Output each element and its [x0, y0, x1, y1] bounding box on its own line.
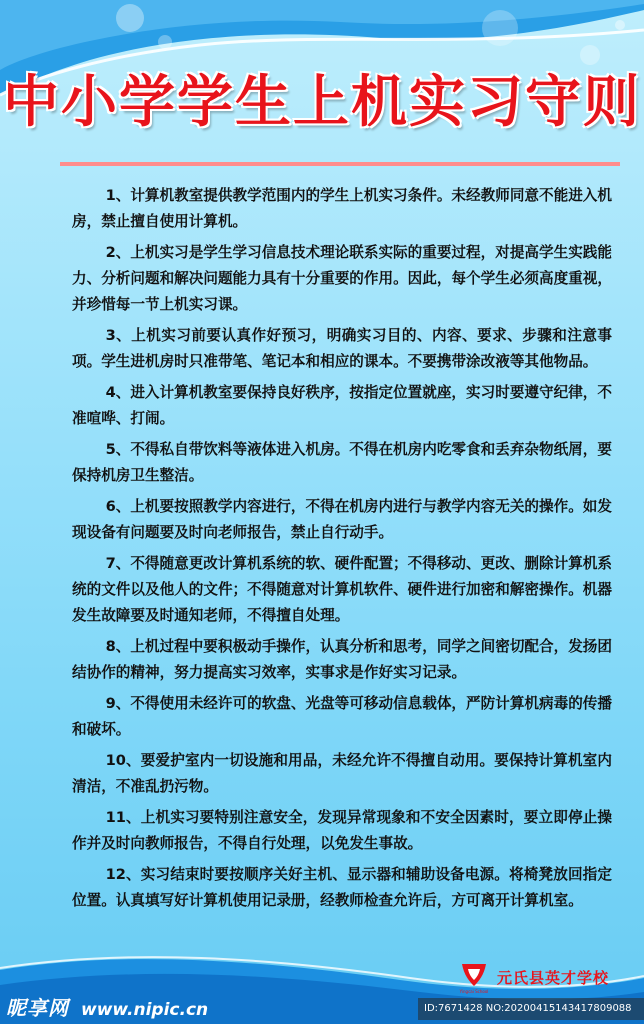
rule-item: 1、计算机教室提供教学范围内的学生上机实习条件。未经教师同意不能进入机房，禁止擅自使用计算机。 [72, 187, 612, 230]
school-name: 元氏县英才学校 [497, 968, 610, 987]
page-title: 中小学学生上机实习守则 [3, 70, 641, 135]
rules-list [72, 183, 612, 919]
rule-item: 8、上机过程中要积极动手操作，认真分析和思考，同学之间密切配合，发扬团结协作的精神，努力提高实习效率，实事求是作好实习记录。 [72, 638, 612, 681]
school-logo-icon [455, 958, 493, 996]
rule-item: 3、上机实习前要认真作好预习，明确实习目的、内容、要求、步骤和注意事项。学生进机房时只准带笔、笔记本和相应的课本。不要携带涂改液等其他物品。 [72, 327, 612, 370]
watermark-url: www.nipic.cn [81, 1000, 209, 1020]
rule-item: 11、上机实习要特别注意安全，发现异常现象和不安全因素时，要立即停止操作并及时向教师报告，不得自行处理，以免发生事故。 [72, 809, 612, 852]
rule-item: 7、不得随意更改计算机系统的软、硬件配置；不得移动、更改、删除计算机系统的文件以及他人的文件；不得随意对计算机软件、硬件进行加密和解密操作。机器发生故障要及时通知老师，不得擅自处理。 [72, 555, 612, 624]
rule-item: 2、上机实习是学生学习信息技术理论联系实际的重要过程，对提高学生实践能力、分析问题和解决问题能力具有十分重要的作用。因此，每个学生必须高度重视，并珍惜每一节上机实习课。 [72, 244, 612, 313]
rule-item: 12、实习结束时要按顺序关好主机、显示器和辅助设备电源。将椅凳放回指定位置。认真填写好计算机使用记录册，经教师检查允许后，方可离开计算机室。 [72, 866, 612, 909]
image-id-bar: ID:7671428 NO:20200415143417809088 [418, 998, 644, 1020]
title-divider [60, 162, 620, 166]
rule-item: 4、进入计算机教室要保持良好秩序，按指定位置就座，实习时要遵守纪律，不准喧哗、打闹。 [72, 384, 612, 427]
watermark-brand: 昵享网 [6, 996, 69, 1020]
school-logo-subtitle: Yingcai School [459, 988, 489, 994]
school-mark [455, 958, 609, 996]
rule-item: 6、上机要按照教学内容进行，不得在机房内进行与教学内容无关的操作。如发现设备有问题要及时向老师报告，禁止自行动手。 [72, 498, 612, 541]
rule-item: 9、不得使用未经许可的软盘、光盘等可移动信息载体，严防计算机病毒的传播和破坏。 [72, 695, 612, 738]
rule-item: 5、不得私自带饮料等液体进入机房。不得在机房内吃零食和丢弃杂物纸屑，要保持机房卫生整洁。 [72, 441, 612, 484]
site-watermark [6, 992, 208, 1021]
rule-item: 10、要爱护室内一切设施和用品，未经允许不得擅自动用。要保持计算机室内清洁，不准乱扔污物。 [72, 752, 612, 795]
